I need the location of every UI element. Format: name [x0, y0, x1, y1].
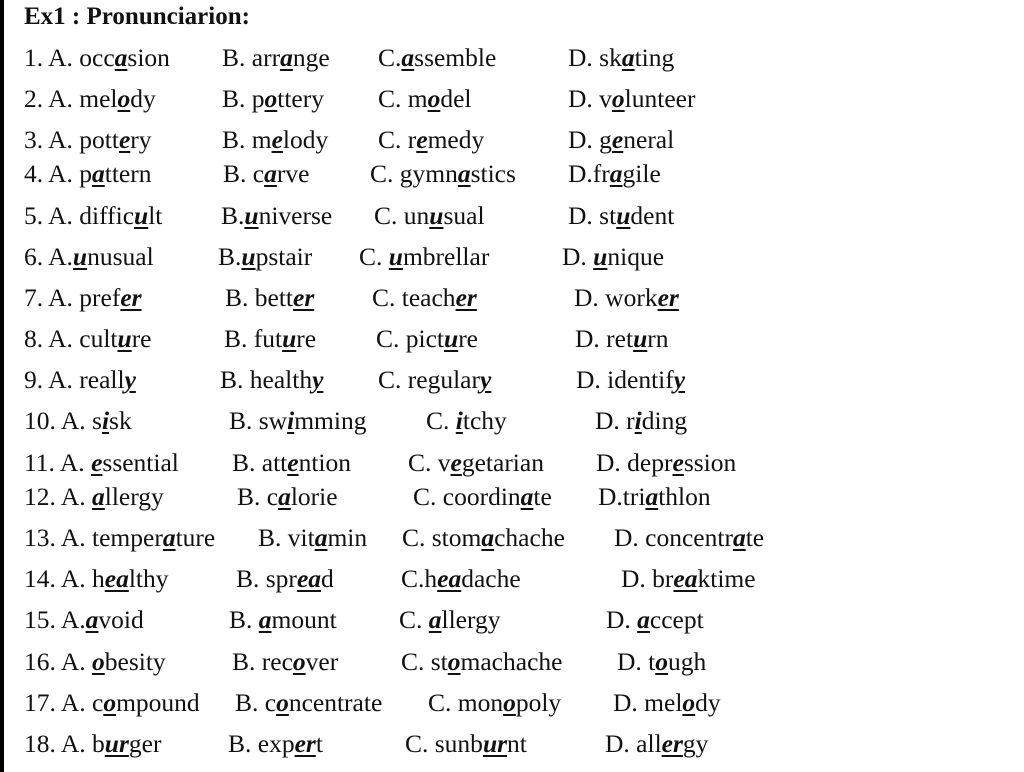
option-text-after: mpound	[116, 688, 200, 717]
option-text-before: C.h	[401, 564, 438, 593]
option-text-after: te	[745, 523, 765, 552]
option-text-after: ttery	[277, 84, 324, 113]
option-text-before: C. stom	[402, 523, 482, 552]
option-text-before: D. sk	[568, 43, 622, 72]
option-a	[24, 280, 142, 316]
underlined-sound: ur	[482, 729, 508, 758]
underlined-sound: e	[672, 448, 684, 477]
option-text-before: C. r	[378, 125, 417, 154]
option-text-after: del	[440, 84, 472, 113]
underlined-sound: a	[162, 523, 176, 552]
option-d	[568, 81, 695, 117]
option-text-before: C. sunb	[405, 729, 483, 758]
underlined-sound: e	[118, 125, 131, 154]
option-b	[228, 726, 323, 762]
option-a	[24, 602, 144, 638]
option-text-before: D. depr	[596, 448, 673, 477]
option-text-before: D. g	[568, 125, 612, 154]
option-b	[258, 520, 367, 556]
option-text-before: 2. A. mel	[24, 84, 118, 113]
underlined-sound: a	[280, 43, 293, 72]
option-text-before: D. mel	[613, 688, 683, 717]
underlined-sound: u	[72, 242, 88, 271]
option-text-before: B. p	[222, 84, 265, 113]
underlined-sound: y	[312, 365, 324, 394]
option-text-after: ture	[175, 523, 216, 552]
option-text-before: D. t	[617, 647, 656, 676]
option-text-before: B. exp	[228, 729, 295, 758]
option-d	[598, 479, 711, 515]
option-c	[374, 198, 485, 234]
option-text-before: 9. A. reall	[24, 365, 125, 394]
option-text-before: 8. A. cult	[24, 324, 118, 353]
underlined-sound: u	[633, 324, 648, 353]
option-text-before: D.	[606, 605, 638, 634]
option-text-after: ting	[634, 43, 675, 72]
option-text-before: D. all	[605, 729, 662, 758]
option-text-after: ttern	[104, 159, 152, 188]
question-row	[0, 479, 1024, 515]
option-d	[596, 445, 736, 481]
option-text-after: lorie	[290, 482, 338, 511]
option-c	[413, 479, 552, 515]
option-b	[232, 445, 351, 481]
option-text-after: ding	[641, 406, 688, 435]
option-text-before: C. v	[408, 448, 451, 477]
underlined-sound: a	[258, 605, 272, 634]
option-a	[24, 122, 152, 158]
underlined-sound: a	[92, 159, 105, 188]
underlined-sound: a	[481, 523, 495, 552]
option-a	[24, 239, 154, 275]
option-text-after: ssemble	[414, 43, 497, 72]
option-c	[378, 362, 491, 398]
option-text-before: 13. A. temper	[24, 523, 163, 552]
option-text-before: D.tri	[598, 482, 646, 511]
underlined-sound: a	[520, 482, 534, 511]
underlined-sound: o	[682, 688, 696, 717]
underlined-sound: e	[287, 448, 299, 477]
underlined-sound: u	[241, 242, 256, 271]
question-row	[0, 726, 1024, 762]
option-text-before: B.	[229, 605, 259, 634]
option-c	[428, 685, 561, 721]
option-text-after: mount	[271, 605, 337, 634]
option-text-after: stics	[470, 159, 516, 188]
option-text-after: ktime	[697, 564, 756, 593]
option-text-after: lthy	[128, 564, 169, 593]
option-text-after: sion	[127, 43, 170, 72]
option-text-before: D. ret	[575, 324, 634, 353]
option-text-after: pstair	[255, 242, 313, 271]
option-text-after: void	[98, 605, 144, 634]
underlined-sound: o	[655, 647, 668, 676]
option-text-after: mbrellar	[402, 242, 490, 271]
option-text-before: D. work	[574, 283, 658, 312]
option-text-after: llergy	[441, 605, 501, 634]
underlined-sound: u	[134, 201, 149, 230]
underlined-sound: y	[673, 365, 686, 394]
option-text-after: thlon	[658, 482, 711, 511]
option-d	[605, 726, 708, 762]
underlined-sound: e	[416, 125, 428, 154]
option-text-after: ssential	[102, 448, 179, 477]
option-text-before: C. st	[401, 647, 448, 676]
option-text-after: neral	[623, 125, 675, 154]
option-text-after: ssion	[683, 448, 737, 477]
option-c	[378, 40, 496, 76]
option-a	[24, 81, 156, 117]
option-text-after: re	[458, 324, 478, 353]
option-b	[237, 479, 338, 515]
option-text-before: B. c	[235, 688, 277, 717]
underlined-sound: er	[455, 283, 477, 312]
option-d	[562, 239, 664, 275]
option-text-before: B. arr	[222, 43, 281, 72]
underlined-sound: o	[503, 688, 516, 717]
underlined-sound: i	[101, 406, 110, 435]
option-text-after: rve	[276, 159, 310, 188]
underlined-sound: o	[427, 84, 441, 113]
option-text-before: C. gymn	[370, 159, 458, 188]
option-text-before: 7. A. pref	[24, 283, 121, 312]
option-text-before: C.	[399, 605, 429, 634]
option-a	[24, 561, 169, 597]
question-row	[0, 445, 1024, 481]
option-d	[613, 685, 721, 721]
option-text-after: nique	[607, 242, 665, 271]
option-text-after: lunteer	[624, 84, 696, 113]
underlined-sound: o	[264, 84, 278, 113]
option-b	[222, 122, 328, 158]
underlined-sound: a	[114, 43, 128, 72]
question-row	[0, 644, 1024, 680]
underlined-sound: a	[457, 159, 471, 188]
option-text-before: B. bett	[225, 283, 293, 312]
option-text-after: nusual	[87, 242, 154, 271]
underlined-sound: y	[124, 365, 136, 394]
option-b	[229, 403, 366, 439]
option-text-before: 1. A. occ	[24, 43, 115, 72]
underlined-sound: e	[450, 448, 462, 477]
question-row	[0, 520, 1024, 556]
underlined-sound: a	[85, 605, 99, 634]
option-a	[24, 198, 162, 234]
option-b	[229, 602, 337, 638]
underlined-sound: o	[92, 647, 105, 676]
option-d	[575, 321, 669, 357]
option-c	[359, 239, 489, 275]
underlined-sound: ur	[104, 729, 129, 758]
option-text-before: C.	[359, 242, 389, 271]
option-text-after: sual	[443, 201, 485, 230]
underlined-sound: ea	[437, 564, 462, 593]
option-text-before: D. concentr	[614, 523, 733, 552]
question-row	[0, 40, 1024, 76]
underlined-sound: ea	[673, 564, 698, 593]
underlined-sound: er	[294, 729, 316, 758]
option-d	[576, 362, 685, 398]
option-text-after: dy	[695, 688, 721, 717]
option-text-before: 12. A.	[24, 482, 93, 511]
option-text-after: min	[327, 523, 368, 552]
underlined-sound: y	[479, 365, 492, 394]
option-text-after: ccept	[649, 605, 704, 634]
option-d	[568, 122, 674, 158]
option-b	[236, 561, 334, 597]
option-d	[568, 198, 674, 234]
option-text-before: B.	[218, 242, 242, 271]
option-text-before: B. vit	[258, 523, 315, 552]
option-text-after: re	[296, 324, 317, 353]
underlined-sound: u	[593, 242, 608, 271]
underlined-sound: i	[287, 406, 295, 435]
option-text-before: 10. A. s	[24, 406, 102, 435]
option-text-before: 5. A. diffic	[24, 201, 135, 230]
option-c	[405, 726, 527, 762]
underlined-sound: er	[661, 729, 683, 758]
option-d	[614, 520, 764, 556]
question-row	[0, 239, 1024, 275]
option-b	[221, 198, 332, 234]
option-text-after: niverse	[258, 201, 333, 230]
underlined-sound: u	[388, 242, 403, 271]
underlined-sound: a	[278, 482, 291, 511]
option-a	[24, 685, 200, 721]
option-c	[376, 321, 478, 357]
option-a	[24, 726, 161, 762]
option-text-before: C. teach	[372, 283, 456, 312]
option-text-before: 18. A. b	[24, 729, 105, 758]
underlined-sound: o	[292, 647, 306, 676]
option-text-before: 14. A. h	[24, 564, 105, 593]
question-row	[0, 122, 1024, 158]
option-text-after: t	[315, 729, 323, 758]
option-c	[402, 520, 565, 556]
underlined-sound: u	[444, 324, 459, 353]
option-text-before: D. st	[568, 201, 617, 230]
question-row	[0, 198, 1024, 234]
underlined-sound: o	[117, 84, 131, 113]
option-c	[399, 602, 501, 638]
underlined-sound: e	[611, 125, 624, 154]
option-text-after: besity	[104, 647, 166, 676]
option-text-after: d	[321, 564, 334, 593]
option-text-before: C. coordin	[413, 482, 521, 511]
option-text-before: C. regular	[378, 365, 480, 394]
option-text-before: 16. A.	[24, 647, 93, 676]
underlined-sound: e	[271, 125, 283, 154]
underlined-sound: i	[455, 406, 463, 435]
option-text-before: B. rec	[232, 647, 293, 676]
option-text-after: machache	[460, 647, 563, 676]
option-c	[378, 81, 472, 117]
option-text-before: 11. A.	[24, 448, 92, 477]
option-text-after: ger	[128, 729, 162, 758]
option-text-before: B. c	[237, 482, 279, 511]
option-text-after: gile	[622, 159, 661, 188]
option-d	[621, 561, 756, 597]
option-d	[574, 280, 679, 316]
question-row	[0, 321, 1024, 357]
option-b	[225, 280, 314, 316]
option-text-before: D.fr	[568, 159, 610, 188]
option-text-after: dy	[130, 84, 156, 113]
option-d	[606, 602, 704, 638]
option-text-after: dent	[630, 201, 675, 230]
option-b	[235, 685, 382, 721]
underlined-sound: ea	[296, 564, 322, 593]
underlined-sound: a	[609, 159, 623, 188]
question-row	[0, 362, 1024, 398]
option-d	[617, 644, 706, 680]
option-text-after: nt	[507, 729, 527, 758]
option-b	[220, 362, 323, 398]
option-text-after: re	[131, 324, 152, 353]
option-text-before: B. health	[220, 365, 313, 394]
option-text-after: ntion	[298, 448, 351, 477]
option-text-after: ver	[305, 647, 339, 676]
option-c	[408, 445, 544, 481]
option-a	[24, 644, 166, 680]
question-row	[0, 561, 1024, 597]
exercise-title: Ex1 : Pronunciarion:	[24, 3, 250, 30]
underlined-sound: er	[293, 283, 315, 312]
option-d	[568, 156, 661, 192]
option-text-after: ugh	[668, 647, 707, 676]
option-text-after: tchy	[462, 406, 507, 435]
option-text-after: ncentrate	[288, 688, 383, 717]
option-d	[568, 40, 674, 76]
underlined-sound: a	[92, 482, 105, 511]
option-text-before: B. m	[222, 125, 272, 154]
underlined-sound: o	[276, 688, 289, 717]
option-d	[595, 403, 687, 439]
option-a	[24, 403, 132, 439]
underlined-sound: o	[103, 688, 117, 717]
option-text-after: te	[533, 482, 552, 511]
underlined-sound: u	[282, 324, 297, 353]
option-b	[224, 321, 316, 357]
underlined-sound: a	[732, 523, 746, 552]
option-c	[370, 156, 516, 192]
option-text-before: 3. A. pott	[24, 125, 119, 154]
option-text-before: D. identif	[576, 365, 674, 394]
underlined-sound: o	[611, 84, 625, 113]
option-a	[24, 520, 215, 556]
underlined-sound: o	[447, 647, 461, 676]
option-text-before: C. pict	[376, 324, 444, 353]
option-text-before: B. att	[232, 448, 288, 477]
question-row	[0, 156, 1024, 192]
option-text-before: C.	[426, 406, 456, 435]
underlined-sound: er	[120, 283, 142, 312]
option-b	[218, 239, 312, 275]
option-text-after: poly	[515, 688, 562, 717]
option-b	[232, 644, 338, 680]
option-text-after: dache	[461, 564, 521, 593]
underlined-sound: a	[637, 605, 650, 634]
underlined-sound: u	[616, 201, 631, 230]
option-text-after: lody	[282, 125, 329, 154]
option-text-after: rn	[647, 324, 669, 353]
option-text-before: 15. A.	[24, 605, 86, 634]
underlined-sound: i	[634, 406, 642, 435]
option-text-before: C. un	[374, 201, 430, 230]
underlined-sound: a	[428, 605, 442, 634]
option-text-before: 4. A. p	[24, 159, 93, 188]
underlined-sound: a	[645, 482, 659, 511]
underlined-sound: a	[621, 43, 635, 72]
option-a	[24, 40, 170, 76]
question-row	[0, 403, 1024, 439]
option-text-before: D. r	[595, 406, 635, 435]
option-a	[24, 479, 164, 515]
option-text-after: chache	[494, 523, 565, 552]
option-b	[222, 81, 324, 117]
option-text-after: llergy	[104, 482, 164, 511]
option-c	[378, 122, 484, 158]
question-row	[0, 81, 1024, 117]
option-text-after: mming	[294, 406, 367, 435]
option-text-after: nge	[292, 43, 330, 72]
option-b	[223, 156, 309, 192]
underlined-sound: ea	[104, 564, 129, 593]
option-text-after: ry	[130, 125, 152, 154]
option-a	[24, 445, 179, 481]
underlined-sound: u	[117, 324, 132, 353]
option-text-before: C. mon	[428, 688, 504, 717]
option-text-before: B. fut	[224, 324, 283, 353]
option-text-after: getarian	[461, 448, 544, 477]
option-text-before: D. v	[568, 84, 612, 113]
option-text-after: medy	[427, 125, 485, 154]
underlined-sound: a	[401, 43, 415, 72]
option-c	[401, 644, 562, 680]
underlined-sound: a	[314, 523, 328, 552]
underlined-sound: er	[657, 283, 679, 312]
option-text-after: sk	[109, 406, 132, 435]
option-a	[24, 321, 152, 357]
option-text-after: gy	[682, 729, 709, 758]
option-b	[222, 40, 330, 76]
underlined-sound: a	[264, 159, 277, 188]
option-text-before: B. sw	[229, 406, 288, 435]
option-c	[401, 561, 521, 597]
option-text-before: C. m	[378, 84, 428, 113]
option-text-before: 17. A. c	[24, 688, 104, 717]
option-text-before: 6. A.	[24, 242, 73, 271]
underlined-sound: u	[429, 201, 444, 230]
question-row	[0, 685, 1024, 721]
option-a	[24, 156, 152, 192]
option-text-before: D.	[562, 242, 594, 271]
question-row	[0, 602, 1024, 638]
option-text-before: B. spr	[236, 564, 297, 593]
option-a	[24, 362, 136, 398]
underlined-sound: e	[91, 448, 103, 477]
question-row	[0, 280, 1024, 316]
option-text-before: B.	[221, 201, 245, 230]
option-text-before: D. br	[621, 564, 674, 593]
option-c	[426, 403, 507, 439]
option-c	[372, 280, 477, 316]
underlined-sound: u	[244, 201, 259, 230]
option-text-before: B. c	[223, 159, 265, 188]
option-text-after: lt	[148, 201, 163, 230]
option-text-before: C.	[378, 43, 402, 72]
